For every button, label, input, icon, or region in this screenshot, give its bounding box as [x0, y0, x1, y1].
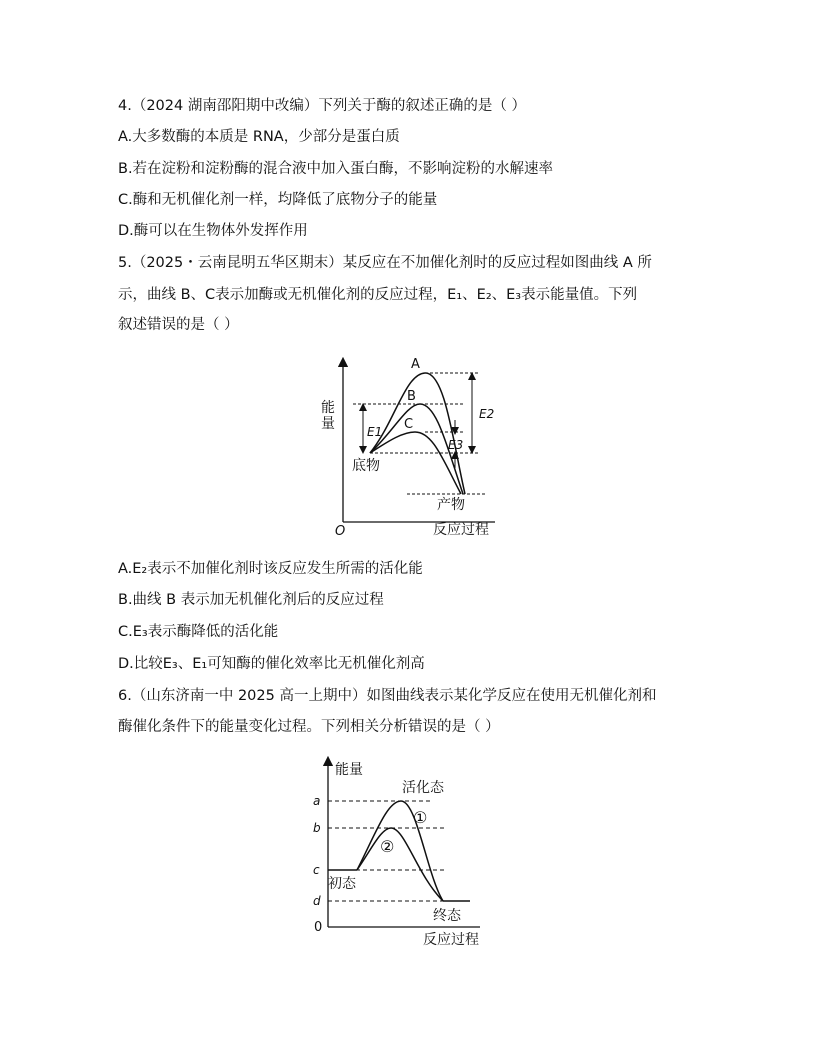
q5-substrate-label: 底物: [352, 458, 380, 474]
q5-stem-line-3: 叙述错误的是（ ）: [118, 317, 239, 333]
q6-curve-label-2: ②: [380, 837, 395, 856]
q6-stem-line-1: 6.（山东济南一中 2025 高一上期中）如图曲线表示某化学反应在使用无机催化剂和: [118, 688, 657, 704]
q6-curve-2: [357, 828, 443, 901]
q5-stem-line-1: 5.（2025・云南昆明五华区期末）某反应在不加催化剂时的反应过程如图曲线 A 所: [118, 255, 652, 271]
q5-curve-label-c: C: [404, 417, 414, 432]
q6-level-label-d: d: [313, 894, 321, 908]
q5-option-c: C.E₃表示酶降低的活化能: [118, 624, 279, 640]
q5-option-b: B.曲线 B 表示加无机催化剂后的反应过程: [118, 592, 384, 608]
q6-energy-diagram: [305, 755, 505, 950]
q6-x-axis-label: 反应过程: [423, 932, 479, 948]
q6-stem-line-2: 酶催化条件下的能量变化过程。下列相关分析错误的是（ ）: [118, 719, 500, 735]
q6-level-label-a: a: [313, 794, 321, 808]
q4-option-a: A.大多数酶的本质是 RNA，少部分是蛋白质: [118, 129, 400, 145]
q5-x-axis-label: 反应过程: [433, 522, 489, 538]
q5-e3-label: E3: [448, 438, 464, 452]
q4-option-c: C.酶和无机催化剂一样，均降低了底物分子的能量: [118, 192, 438, 208]
q5-curve-label-b: B: [407, 389, 416, 404]
q5-origin-label: O: [335, 524, 346, 539]
q4-stem: 4.（2024 湖南邵阳期中改编）下列关于酶的叙述正确的是（ ）: [118, 98, 526, 114]
q6-curve-label-1: ①: [413, 808, 428, 827]
q6-level-label-c: c: [313, 863, 320, 877]
q6-active-state-label: 活化态: [402, 780, 444, 796]
q6-initial-state-label: 初态: [328, 876, 356, 892]
q5-option-d: D.比较E₃、E₁可知酶的催化效率比无机催化剂高: [118, 656, 425, 672]
q5-y-axis-label: 能量: [321, 400, 335, 432]
q6-origin-label: 0: [314, 920, 323, 935]
q6-level-label-b: b: [313, 821, 321, 835]
q6-final-state-label: 终态: [433, 908, 461, 924]
q6-y-axis-label: 能量: [335, 762, 363, 778]
q5-e1-label: E1: [367, 425, 383, 439]
q5-stem-line-2: 示，曲线 B、C表示加酶或无机催化剂的反应过程，E₁、E₂、E₃表示能量值。下列: [118, 287, 638, 303]
q4-option-b: B.若在淀粉和淀粉酶的混合液中加入蛋白酶，不影响淀粉的水解速率: [118, 161, 554, 177]
q4-option-d: D.酶可以在生物体外发挥作用: [118, 223, 308, 239]
q5-curve-a: [370, 373, 465, 494]
q5-energy-diagram: [315, 352, 515, 542]
q5-product-label: 产物: [437, 497, 465, 513]
q5-option-a: A.E₂表示不加催化剂时该反应发生所需的活化能: [118, 561, 423, 577]
q5-e2-label: E2: [479, 407, 495, 421]
q5-curve-label-a: A: [411, 357, 420, 372]
